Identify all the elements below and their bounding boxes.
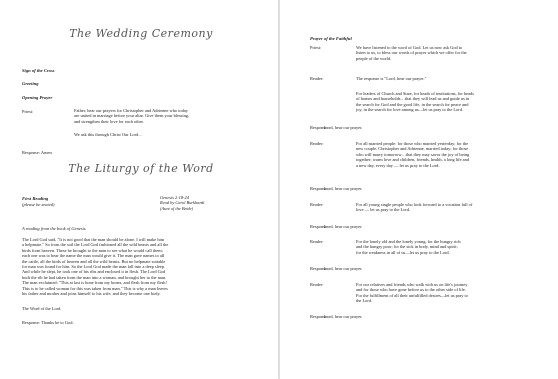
prayer-line: of homes and households…that they will lead us and guide us in <box>356 96 470 102</box>
response-label: Response: <box>310 224 329 229</box>
reading-line: And while he slept, he took one of his ribs and enclosed it in flesh. The Lord God <box>22 269 166 275</box>
prayer-line: together; warm love and children, friends, health, a long life and <box>356 157 470 163</box>
prayer-line: For our relatives and friends who walk with us on life's journey <box>356 282 468 287</box>
prayer-line: The response is "Lord, hear our prayer." <box>356 76 427 81</box>
prayer-line: love — let us pray to the Lord. <box>356 207 411 213</box>
response-text: Lord, hear our prayer. <box>324 314 363 319</box>
prayer-label: Reader: <box>310 239 324 244</box>
liturgy-of-word-title: The Liturgy of the Word <box>68 162 214 175</box>
prayer-line: We have listened to the word of God. Let us now ask God to <box>356 45 463 50</box>
prayer-line: For the lonely old and the lonely young, for the hungry rich <box>356 239 461 244</box>
reading-line: a helpmate." So from the soil the Lord God fashioned all the wild beasts and all the <box>22 242 169 248</box>
response-text: Lord, hear our prayer. <box>324 266 363 271</box>
prayer-label: Priest: <box>310 45 322 50</box>
prayer-line: the search for God and the good life, in the search for peace and <box>356 101 469 107</box>
reading-reader: Read by Carol Burkhardt <box>160 200 205 206</box>
wedding-ceremony-title: The Wedding Ceremony <box>69 27 213 40</box>
reading-line: for man was found for him. So the Lord God made the man fall into a deep sleep. <box>22 264 166 270</box>
response-text: Lord, hear our prayer. <box>324 186 363 191</box>
prayer-label: Reader: <box>310 76 324 81</box>
response-thanks: Response: Thanks be to God. <box>22 320 74 325</box>
right-page <box>280 0 558 379</box>
prayer-line: and for those who have gone before us to the other side of life. <box>356 287 466 293</box>
prayer-line: the Lord. <box>356 298 373 304</box>
reading-intro: A reading from the book of Genesis <box>22 226 86 231</box>
response-label: Response: <box>310 186 329 191</box>
prayer-line: For all young single people who look forward to a vocation full of <box>356 202 473 207</box>
greeting-heading: Greeting <box>22 81 39 86</box>
response-amen: Response: Amen <box>22 150 52 155</box>
response-label: Response: <box>310 125 329 130</box>
priest-prayer-line: are united in marriage before your altar. Give them your blessing, <box>74 113 190 119</box>
prayer-intention-text <box>356 91 534 113</box>
reading-line: The man exclaimed: "This at last is bone from my bones, and flesh from my flesh! <box>22 280 167 286</box>
sign-of-cross-heading: Sign of the Cross <box>22 68 55 73</box>
priest-prayer-line: and strengthen their love for each other. <box>74 118 144 124</box>
prayer-label: Reader: <box>310 141 324 146</box>
prayer-line: For the fulfillment of all their unfulfilled desires—let us pray to <box>356 292 468 298</box>
left-page <box>0 0 278 379</box>
genesis-reading-text <box>22 237 168 296</box>
reading-line: the cattle, all the birds of heaven and all the wild beasts. But no helpmate suitable <box>22 258 166 264</box>
prayer-line: For leaders of Church and State, for heads of institutions, for heads <box>356 91 474 96</box>
reading-info <box>160 195 204 211</box>
prayer-text <box>356 282 534 304</box>
prayer-line: for the weakness in all of us—let us pray to the Lord. <box>356 249 450 255</box>
prayer-of-faithful-heading: Prayer of the Faithful <box>310 36 352 41</box>
first-reading-heading: First Reading <box>22 196 49 201</box>
reading-line: built the rib he had taken from the man into a woman, and brought her to the man. <box>22 274 167 280</box>
prayer-line: people of the world. <box>356 55 392 61</box>
word-of-lord: The Word of the Lord. <box>22 306 62 311</box>
reading-line: The Lord God said, "It is not good that the man should be alone. I will make him <box>22 237 165 242</box>
prayer-label: Reader: <box>310 202 324 207</box>
prayer-line: who will marry tomorrow…that they may savor the joy of being <box>356 151 470 157</box>
prayer-text <box>356 202 534 213</box>
reading-line: his father and mother and joins himself to his wife, and they become one body. <box>22 291 161 297</box>
priest-closing-text: We ask this through Christ Our Lord… <box>74 132 143 137</box>
prayer-label: Reader: <box>310 282 324 287</box>
please-seated-note: (please be seated) <box>22 202 55 207</box>
prayer-text <box>356 239 534 255</box>
prayer-text <box>356 141 534 168</box>
reading-reader-note: (Aunt of the Bride) <box>160 205 194 211</box>
prayer-line: new couple, Christopher and Adrienne, married today; for those <box>356 146 469 152</box>
reading-line: each one was to bear the name the man would give it. The man gave names to all <box>22 253 165 259</box>
response-text: Lord, hear our prayer. <box>324 125 363 130</box>
response-label: Response: <box>310 266 329 271</box>
prayer-line: listen to us, to bless our words of prayer which we offer for the <box>356 50 467 56</box>
reading-line: birds from heaven. These he brought to the man to see what he would call them; <box>22 247 163 253</box>
response-text: Lord, hear our prayer. <box>324 224 363 229</box>
priest-prayer-text <box>74 108 250 124</box>
priest-label: Priest: <box>22 109 34 114</box>
priest-prayer-line: Father, hear our prayers for Christopher and Adrienne who today <box>74 108 188 113</box>
prayer-line: and the hungry poor; for the sick in body, mind and spirit; <box>356 244 458 250</box>
prayer-line: joy, in the search for love among us—let us pray to the Lord. <box>356 107 464 113</box>
opening-prayer-heading: Opening Prayer <box>22 95 53 100</box>
prayer-text <box>356 76 534 81</box>
reading-reference: Genesis 2:18-24 <box>160 195 189 200</box>
prayer-text <box>356 45 534 61</box>
reading-line: This is to be called woman for this was taken from man." This is why a man leaves <box>22 285 168 291</box>
prayer-line: For all married people: for those who married yesterday; for the <box>356 141 469 146</box>
prayer-line: a new day, every day — let us pray to the Lord. <box>356 162 440 168</box>
response-label: Response: <box>310 314 329 319</box>
